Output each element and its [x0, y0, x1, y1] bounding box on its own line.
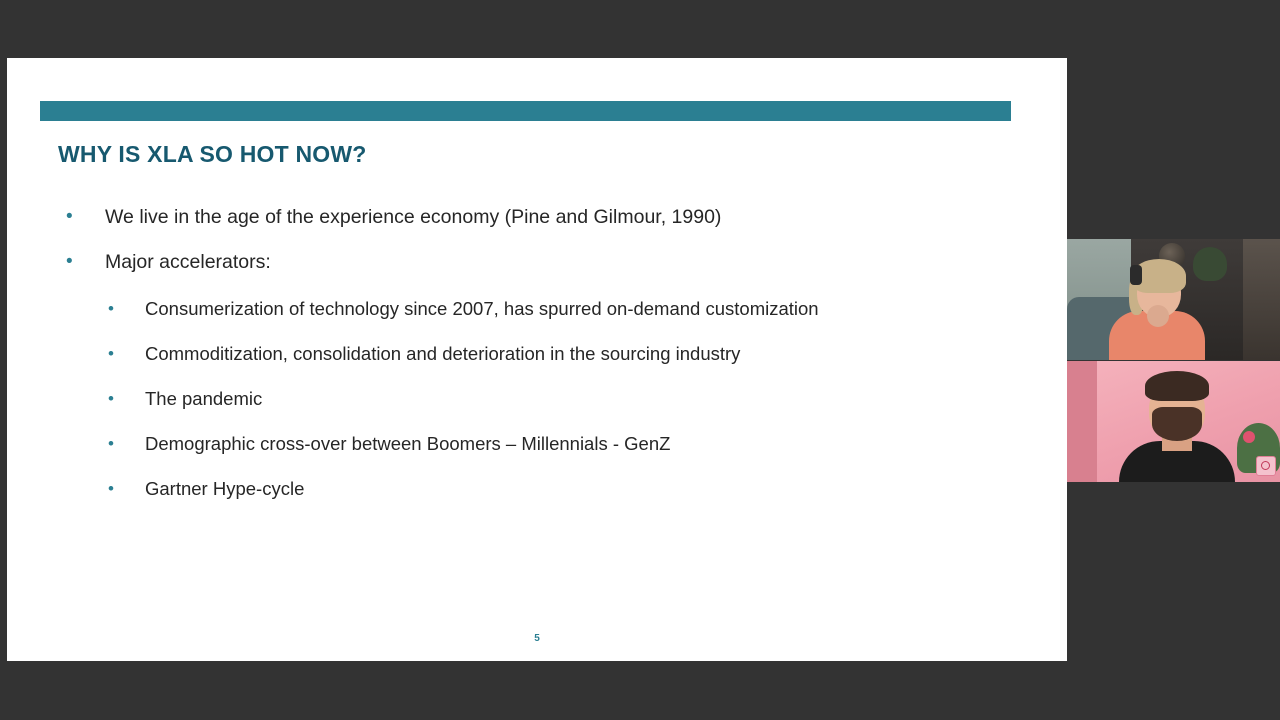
- letterbox-top: [0, 0, 1280, 58]
- bullet-text: Major accelerators:: [105, 251, 271, 273]
- bullet-level2: [52, 383, 1042, 414]
- participant-beard: [1152, 407, 1202, 441]
- bullet-text: Gartner Hype-cycle: [145, 478, 305, 499]
- bullet-text: The pandemic: [145, 388, 263, 409]
- bullet-level1: [52, 203, 1042, 231]
- bullet-glyph-icon: •: [66, 251, 73, 272]
- background-shelf: [1243, 239, 1280, 360]
- participant-tile-1[interactable]: [1067, 239, 1280, 360]
- background-wall-left: [1067, 361, 1097, 482]
- bullet-level2: [52, 473, 1042, 504]
- bullet-level2: [52, 293, 1042, 324]
- plant-icon: [1193, 247, 1227, 281]
- slide-number: 5: [534, 633, 540, 644]
- bullet-level2: [52, 428, 1042, 459]
- letterbox-bottom: [0, 661, 1280, 720]
- slide-title: WHY IS XLA SO HOT NOW?: [58, 141, 367, 167]
- bullet-text: We live in the age of the experience economy (Pine and Gilmour, 1990): [105, 206, 722, 228]
- participant-tile-2[interactable]: [1067, 361, 1280, 482]
- shared-slide[interactable]: [7, 58, 1067, 661]
- bullet-glyph-icon: •: [108, 434, 114, 453]
- bullet-glyph-icon: •: [108, 344, 114, 363]
- flower-icon: [1243, 431, 1255, 443]
- bullet-text: Consumerization of technology since 2007, has spurred on-demand customization: [145, 298, 819, 319]
- bullet-glyph-icon: •: [108, 389, 114, 408]
- participant-hand: [1147, 305, 1169, 327]
- bullet-glyph-icon: •: [108, 479, 114, 498]
- bullet-text: Commoditization, consolidation and deterioration in the sourcing industry: [145, 343, 741, 364]
- slide-header-bar: [40, 101, 1011, 121]
- bullet-level2: [52, 338, 1042, 369]
- bullet-level1: [52, 248, 1042, 276]
- slide-bullet-list: [52, 203, 1042, 518]
- participant-hair: [1145, 371, 1209, 401]
- bullet-text: Demographic cross-over between Boomers – Millennials - GenZ: [145, 433, 671, 454]
- camera-badge-icon: [1256, 456, 1276, 476]
- bullet-glyph-icon: •: [108, 299, 114, 318]
- bullet-glyph-icon: •: [66, 206, 73, 227]
- headset-icon: [1130, 265, 1142, 285]
